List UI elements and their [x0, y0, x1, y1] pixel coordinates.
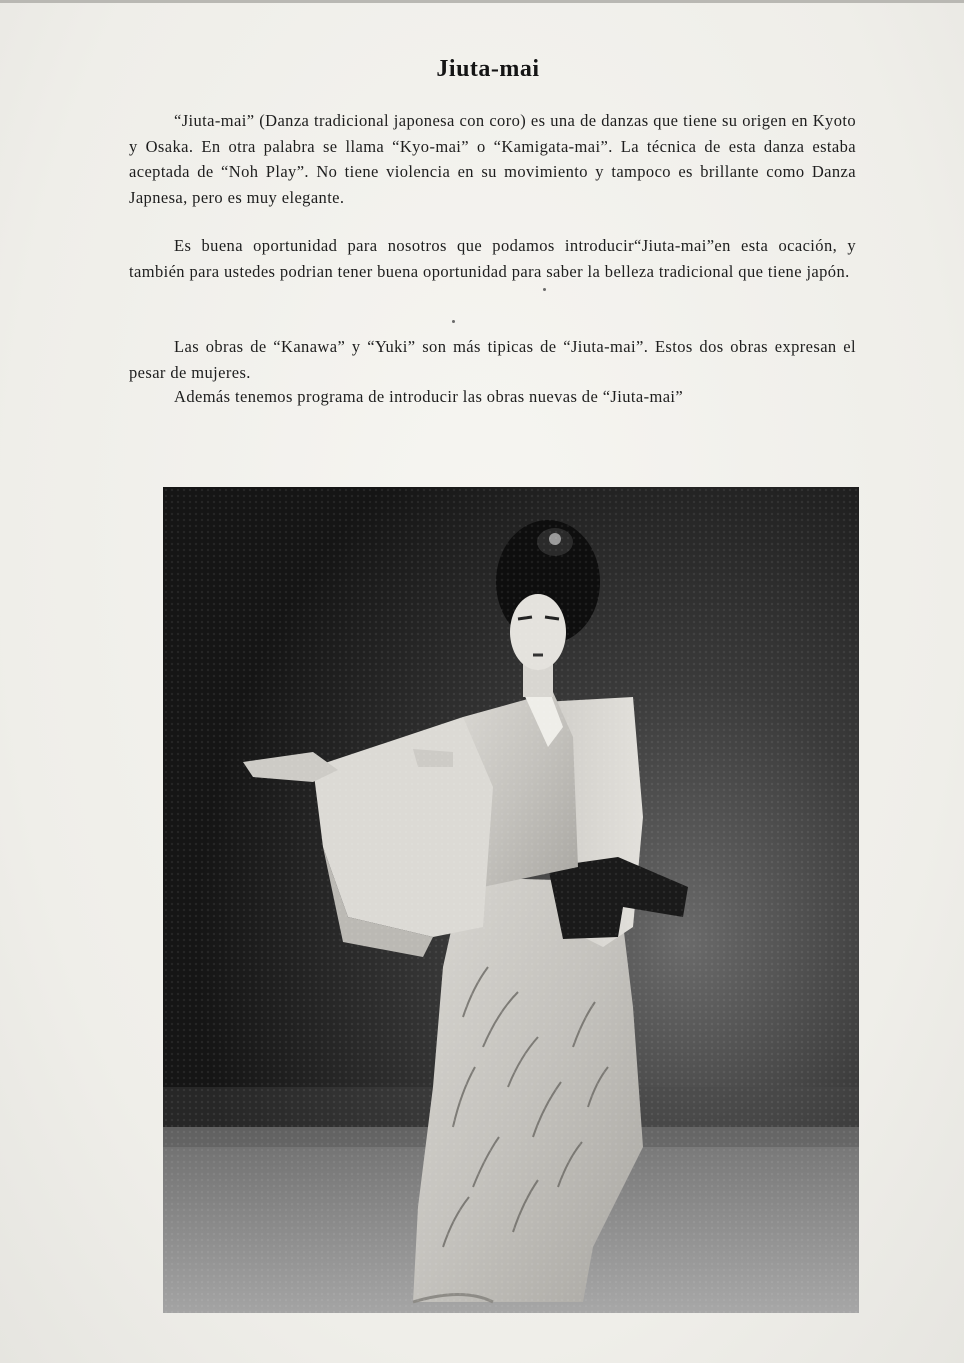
print-speck: [452, 320, 455, 323]
print-speck: [543, 288, 546, 291]
paragraph-text: Es buena oportunidad para nosotros que podamos introducir“Jiuta-mai”en esta ocación, y también para ustedes podrian tener buena oportunidad para saber la belleza tradicional que tiene japón.: [129, 236, 856, 281]
paragraph-works: [129, 334, 856, 385]
page-title: Jiuta-mai: [436, 56, 540, 82]
paragraph-intro: [129, 108, 856, 210]
dancer-photo-illustration: [163, 487, 859, 1313]
paragraph-text: Además tenemos programa de introducir las obras nuevas de “Jiuta-mai”: [174, 387, 684, 406]
paragraph-opportunity: [129, 233, 856, 284]
paragraph-new-works: [129, 384, 856, 410]
paragraph-text: “Jiuta-mai” (Danza tradicional japonesa con coro) es una de danzas que tiene su origen en Kyoto y Osaka. En otra palabra se llama “Kyo-mai” o “Kamigata-mai”. La técnica de esta danza estaba aceptada de “Noh Play”. No tiene violencia en su movimiento y tampoco es brillante como Danza Japnesa, pero es muy elegante.: [129, 111, 856, 207]
dancer-photo: [163, 487, 859, 1313]
paragraph-text: Las obras de “Kanawa” y “Yuki” son más tipicas de “Jiuta-mai”. Estos dos obras expresan el pesar de mujeres.: [129, 337, 856, 382]
page-top-edge: [0, 0, 964, 3]
